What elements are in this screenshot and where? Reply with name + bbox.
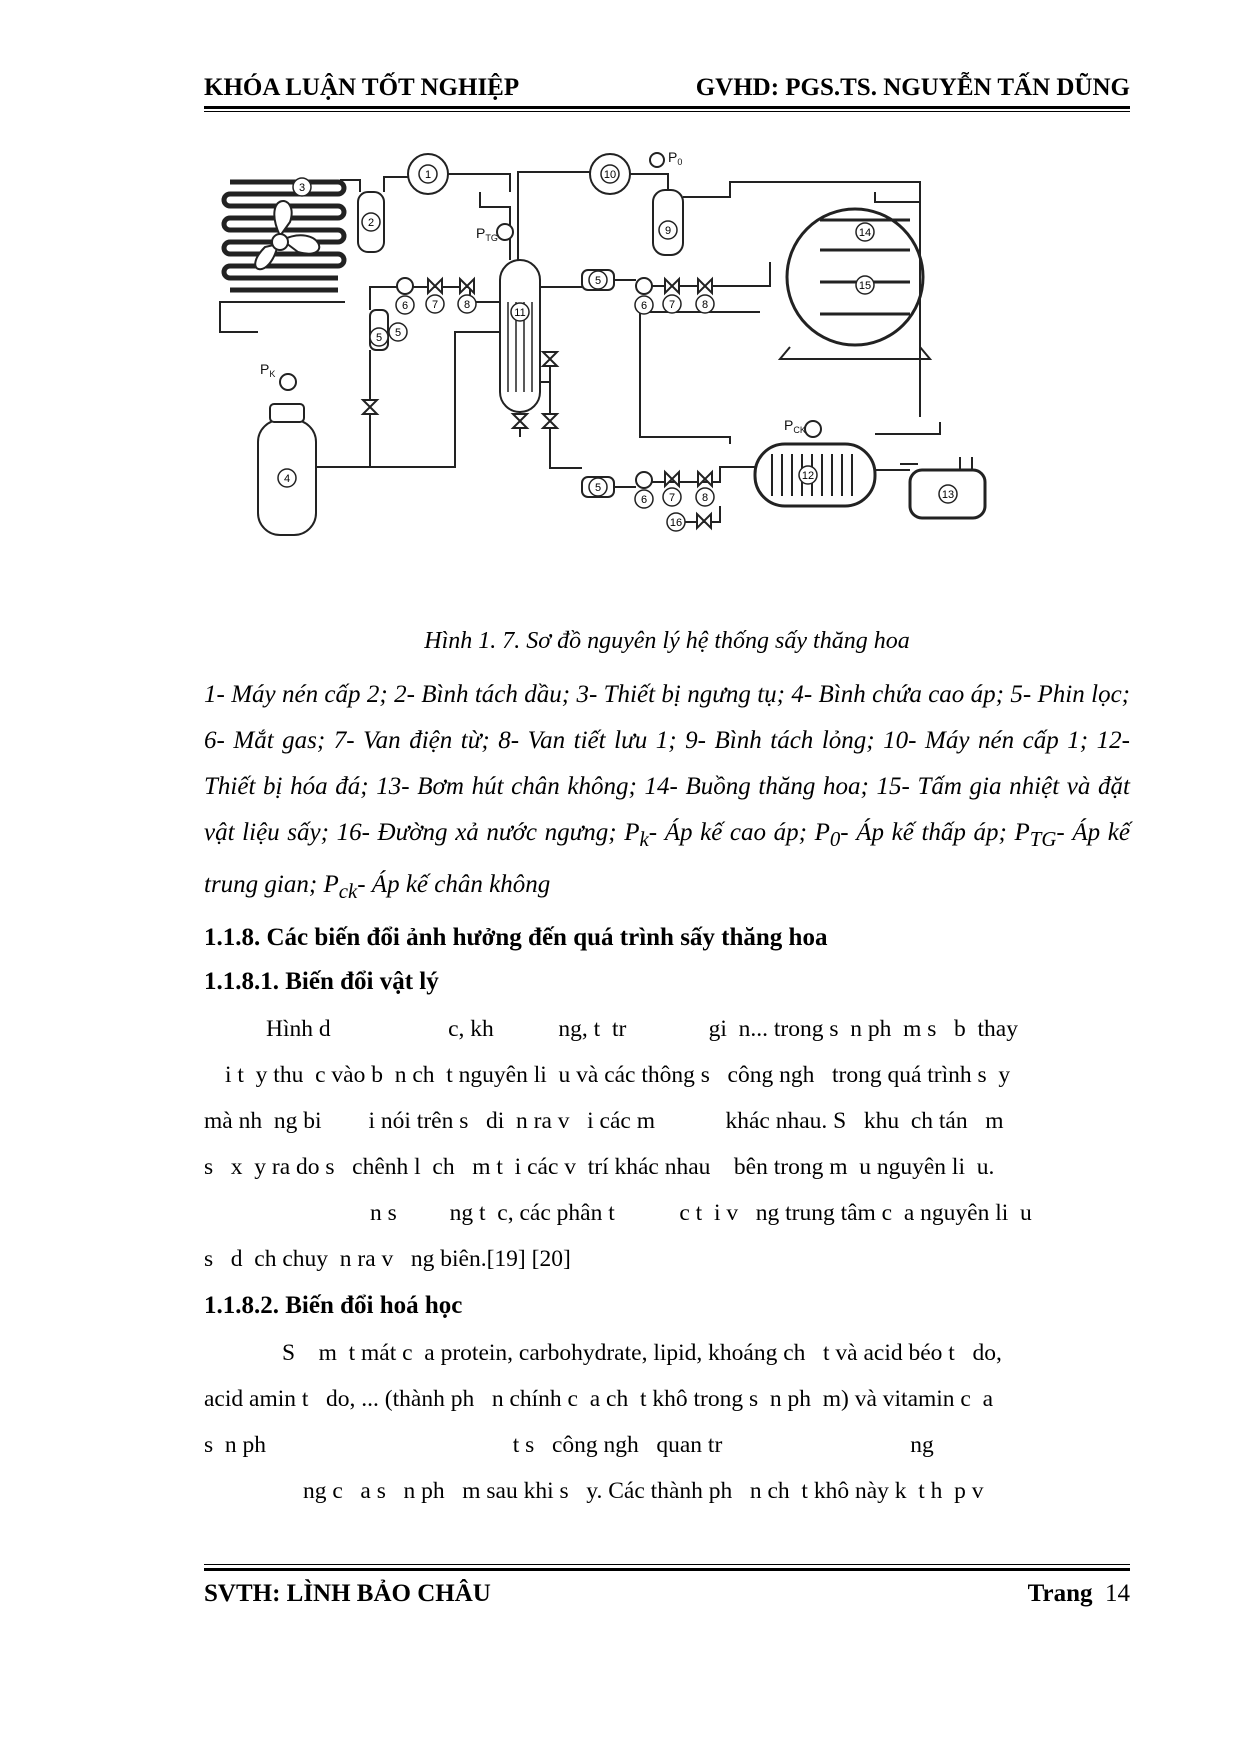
component-tag-7: 7 bbox=[668, 299, 676, 311]
component-tag-11: 11 bbox=[514, 307, 526, 319]
svg-text:PTG bbox=[476, 225, 498, 243]
component-tag-8: 8 bbox=[701, 492, 709, 504]
component-tag-14: 14 bbox=[858, 227, 872, 239]
component-tag-1: 1 bbox=[424, 169, 432, 181]
subsection-chemical-title: 1.1.8.2. Biến đổi hoá học bbox=[204, 1292, 463, 1319]
figure-caption: Hình 1. 7. Sơ đồ nguyên lý hệ thống sấy thăng hoa bbox=[424, 628, 910, 654]
legend-text-4: - Áp kế trung gian; P bbox=[204, 819, 1130, 898]
component-tag-5: 5 bbox=[594, 482, 602, 494]
footer-rule bbox=[204, 1568, 1130, 1571]
subsection-physical-title: 1.1.8.1. Biến đổi vật lý bbox=[204, 968, 439, 995]
figure-legend bbox=[204, 672, 1130, 914]
chemical-line-2: acid amin t do, ... (thành ph n chính c a ch t khô trong s n ph m) và vitamin c a bbox=[204, 1386, 994, 1412]
svg-text:P0 bbox=[668, 152, 682, 167]
gauge-ptg-sub: TG bbox=[485, 233, 498, 243]
chemical-line-3: s n ph t s công ngh quan tr ng bbox=[204, 1432, 934, 1458]
section-title: 1.1.8. Các biến đổi ảnh hưởng đến quá trình sấy thăng hoa bbox=[204, 924, 828, 951]
component-tag-8: 8 bbox=[463, 299, 471, 311]
footer-page-label: Trang bbox=[1027, 1580, 1093, 1607]
component-tag-5: 5 bbox=[594, 275, 602, 287]
legend-p0-sub: 0 bbox=[829, 827, 841, 851]
physical-line-6: s d ch chuy n ra v ng biên.[19] [20] bbox=[204, 1246, 571, 1272]
chemical-line-4: ng c a s n ph m sau khi s y. Các thành ph n ch t khô này k t h p v bbox=[303, 1478, 984, 1504]
condenser-coil bbox=[224, 182, 344, 290]
svg-text:PCK bbox=[784, 417, 806, 435]
gauge-pk-sub: K bbox=[269, 369, 276, 379]
legend-text-2: - Áp kế cao áp; P bbox=[648, 819, 830, 846]
gauge-ptg-label: P bbox=[476, 225, 486, 241]
footer-page bbox=[1028, 1580, 1130, 1608]
physical-line-4: s x y ra do s chênh l ch m t i các v trí khác nhau bên trong m u nguyên li u. bbox=[204, 1154, 995, 1180]
physical-line-1: Hình d c, kh ng, t tr gi n... trong s n ph m s b thay bbox=[266, 1016, 1018, 1042]
gauge-pk-label: P bbox=[260, 361, 270, 377]
legend-text-5: - Áp kế chân không bbox=[357, 871, 551, 898]
component-tag-5: 5 bbox=[375, 332, 383, 344]
component-tag-4: 4 bbox=[283, 473, 291, 485]
physical-line-3: mà nh ng bi i nói trên s di n ra v i các m khác nhau. S khu ch tán m bbox=[204, 1108, 1004, 1134]
chemical-line-1: S m t mát c a protein, carbohydrate, lipid, khoáng ch t và acid béo t do, bbox=[282, 1340, 1002, 1366]
component-tag-15: 15 bbox=[858, 280, 872, 292]
component-tag-8: 8 bbox=[701, 299, 709, 311]
component-tag-7: 7 bbox=[431, 299, 439, 311]
page-header bbox=[204, 74, 1130, 104]
component-tag-12: 12 bbox=[801, 470, 815, 482]
component-tag-16: 16 bbox=[669, 517, 683, 529]
component-tag-6: 6 bbox=[401, 300, 409, 312]
physical-line-2: i t y thu c vào b n ch t nguyên li u và các thông s công ngh trong quá trình s y bbox=[225, 1062, 1011, 1088]
header-rule-thin bbox=[204, 111, 1130, 112]
legend-ptg-sub: TG bbox=[1029, 827, 1057, 851]
component-tag-2: 2 bbox=[367, 217, 375, 229]
footer-rule-thin bbox=[204, 1564, 1130, 1565]
footer-student: SVTH: LÌNH BẢO CHÂU bbox=[204, 1580, 491, 1607]
component-tag-10: 10 bbox=[603, 169, 617, 181]
legend-pk-sub: k bbox=[639, 827, 649, 851]
component-tag-5: 5 bbox=[394, 327, 402, 339]
header-thesis-title: KHÓA LUẬN TỐT NGHIỆP bbox=[204, 74, 520, 101]
legend-pck-sub: ck bbox=[338, 879, 358, 903]
freeze-dryer-schematic bbox=[210, 152, 1130, 597]
gauge-p0-sub: 0 bbox=[677, 157, 683, 167]
component-tag-9: 9 bbox=[664, 225, 672, 237]
gauge-pck-sub: CK bbox=[793, 425, 806, 435]
component-tag-6: 6 bbox=[640, 300, 648, 312]
legend-text-3: - Áp kế thấp áp; P bbox=[840, 819, 1030, 846]
header-rule bbox=[204, 106, 1130, 109]
gauge-pck-label: P bbox=[784, 417, 794, 433]
component-tag-6: 6 bbox=[640, 494, 648, 506]
physical-line-5: n s ng t c, các phân t c t i v ng trung tâm c a nguyên li u bbox=[370, 1200, 1032, 1226]
component-tag-13: 13 bbox=[941, 489, 955, 501]
legend-text-1: 1- Máy nén cấp 2; 2- Bình tách dầu; 3- Thiết bị ngưng tụ; 4- Bình chứa cao áp; 5- Phin lọc; 6- Mắt gas; 7- Van điện từ; 8- Van tiết lưu 1; 9- Bình tách lỏng; 10- Máy nén cấp 1; 12- Thiết bị hóa đá; 13- Bơm hút chân không; 14- Buồng thăng hoa; 15- Tấm gia nhiệt và đặt vật liệu sấy; 16- Đường xả nước ngưng; P bbox=[204, 681, 1130, 846]
component-tag-3: 3 bbox=[298, 182, 306, 194]
footer-page-number: 14 bbox=[1105, 1580, 1130, 1607]
svg-text:PK bbox=[260, 361, 275, 379]
component-tag-7: 7 bbox=[668, 492, 676, 504]
gauge-p0-label: P bbox=[668, 152, 678, 165]
header-advisor: GVHD: PGS.TS. NGUYỄN TẤN DŨNG bbox=[695, 74, 1130, 101]
